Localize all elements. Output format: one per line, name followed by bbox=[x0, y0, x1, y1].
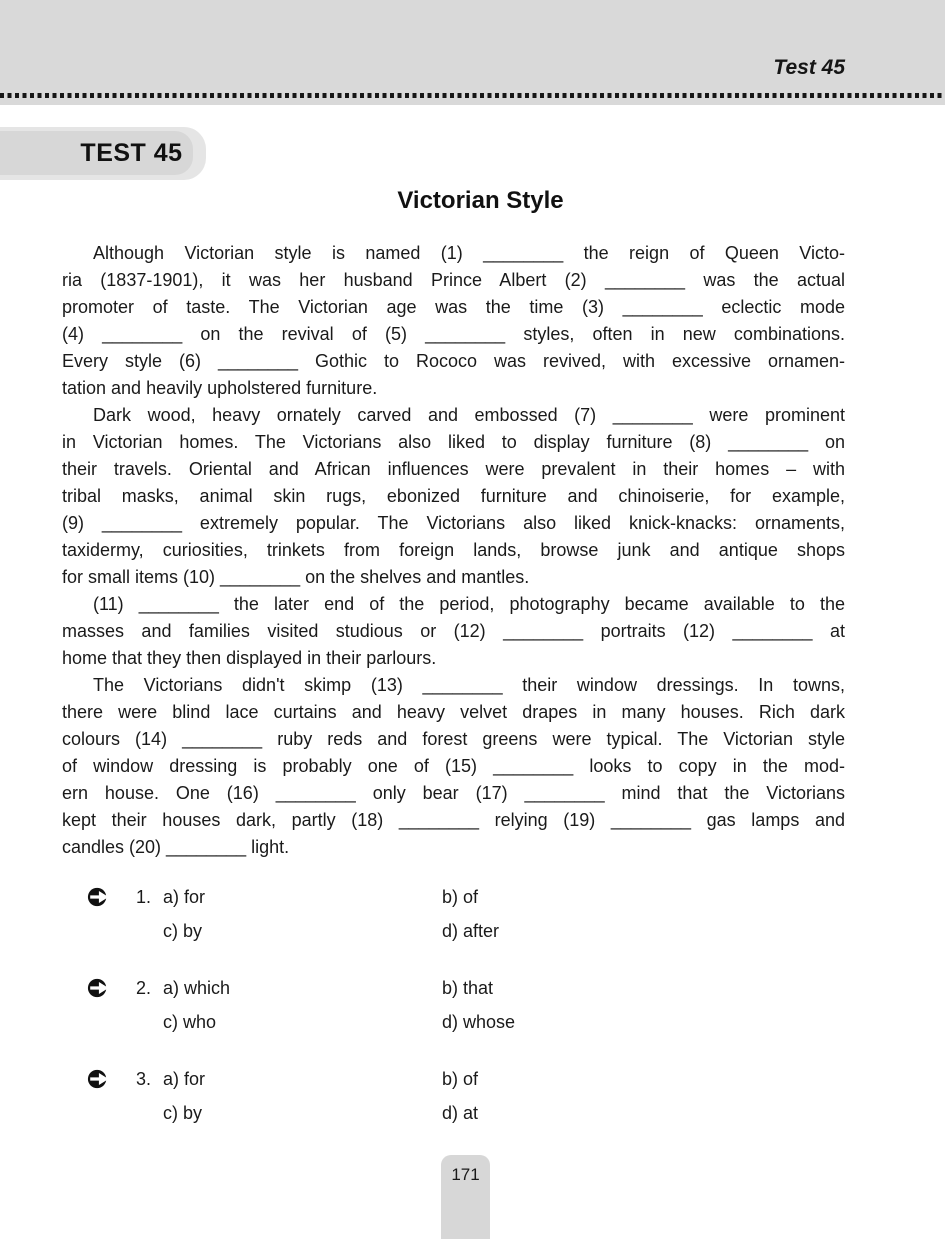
passage-line: there were blind lace curtains and heavy velvet drapes in many houses. Rich dark bbox=[62, 702, 845, 722]
passage-line: (4) ________ on the revival of (5) ________ styles, often in new combinations. bbox=[62, 324, 845, 344]
passage-line: The Victorians didn't skimp (13) ________ their window dressings. In towns, bbox=[93, 675, 845, 695]
question-number: 2. bbox=[136, 978, 152, 998]
arrow-right-circle-icon bbox=[87, 977, 109, 999]
page-number-tab bbox=[441, 1155, 490, 1239]
passage-line: their travels. Oriental and African influences were prevalent in their homes – with bbox=[62, 459, 845, 479]
passage-line: of window dressing is probably one of (15) ________ looks to copy in the mod- bbox=[62, 756, 845, 776]
question-options bbox=[163, 1062, 478, 1130]
page-header-band bbox=[0, 0, 945, 105]
question-number: 1. bbox=[136, 887, 152, 907]
passage-line: in Victorian homes. The Victorians also liked to display furniture (8) ________ on bbox=[62, 432, 845, 452]
test-badge: TEST 45 bbox=[0, 131, 193, 175]
option-d: d) at bbox=[442, 1103, 479, 1123]
passage-line: home that they then displayed in their parlours. bbox=[62, 648, 437, 668]
option-c: c) who bbox=[163, 1012, 217, 1032]
test-badge-halo bbox=[0, 127, 206, 180]
passage-line: masses and families visited studious or (12) ________ portraits (12) ________ at bbox=[62, 621, 845, 641]
paragraph bbox=[62, 402, 845, 591]
option-a: a) for bbox=[163, 887, 206, 907]
passage-line: ern house. One (16) ________ only bear (17) ________ mind that the Victorians bbox=[62, 783, 845, 803]
passage-line: ria (1837-1901), it was her husband Prince Albert (2) ________ was the actual bbox=[62, 270, 845, 290]
option-d: d) after bbox=[442, 921, 500, 941]
paragraph bbox=[62, 591, 845, 672]
passage-line: Every style (6) ________ Gothic to Rococo was revived, with excessive ornamen- bbox=[62, 351, 845, 371]
passage-line: for small items (10) ________ on the shelves and mantles. bbox=[62, 567, 530, 587]
question-2 bbox=[62, 971, 845, 1039]
paragraph bbox=[62, 672, 845, 861]
question-options bbox=[163, 880, 499, 948]
passage-line: (11) ________ the later end of the period, photography became available to the bbox=[93, 594, 845, 614]
page-title: Victorian Style bbox=[397, 187, 564, 214]
option-b: b) that bbox=[442, 978, 494, 998]
option-c: c) by bbox=[163, 1103, 203, 1123]
passage-line: (9) ________ extremely popular. The Victorians also liked knick-knacks: ornaments, bbox=[62, 513, 845, 533]
passage-line: colours (14) ________ ruby reds and forest greens were typical. The Victorian style bbox=[62, 729, 845, 749]
option-b: b) of bbox=[442, 1069, 479, 1089]
arrow-right-circle-icon bbox=[87, 886, 109, 908]
question-1 bbox=[62, 880, 845, 948]
passage-line: taxidermy, curiosities, trinkets from foreign lands, browse junk and antique shops bbox=[62, 540, 845, 560]
arrow-right-circle-icon bbox=[87, 1068, 109, 1090]
passage-line: candles (20) ________ light. bbox=[62, 837, 290, 857]
option-b: b) of bbox=[442, 887, 479, 907]
option-d: d) whose bbox=[442, 1012, 516, 1032]
option-c: c) by bbox=[163, 921, 203, 941]
option-a: a) which bbox=[163, 978, 231, 998]
passage-line: Dark wood, heavy ornately carved and embossed (7) ________ were prominent bbox=[93, 405, 845, 425]
passage-line: tribal masks, animal skin rugs, ebonized furniture and chinoiserie, for example, bbox=[62, 486, 845, 506]
passage-line: tation and heavily upholstered furniture. bbox=[62, 378, 378, 398]
passage bbox=[62, 240, 845, 861]
page-number: 171 bbox=[451, 1165, 480, 1184]
passage-line: promoter of taste. The Victorian age was the time (3) ________ eclectic mode bbox=[62, 297, 845, 317]
paragraph bbox=[62, 240, 845, 402]
running-title: Test 45 bbox=[773, 56, 845, 79]
passage-line: kept their houses dark, partly (18) ________ relying (19) ________ gas lamps and bbox=[62, 810, 845, 830]
question-options bbox=[163, 971, 515, 1039]
passage-line: Although Victorian style is named (1) ________ the reign of Queen Victo- bbox=[93, 243, 845, 263]
question-number: 3. bbox=[136, 1069, 152, 1089]
question-3 bbox=[62, 1062, 845, 1130]
dotted-divider bbox=[0, 93, 945, 98]
option-a: a) for bbox=[163, 1069, 206, 1089]
